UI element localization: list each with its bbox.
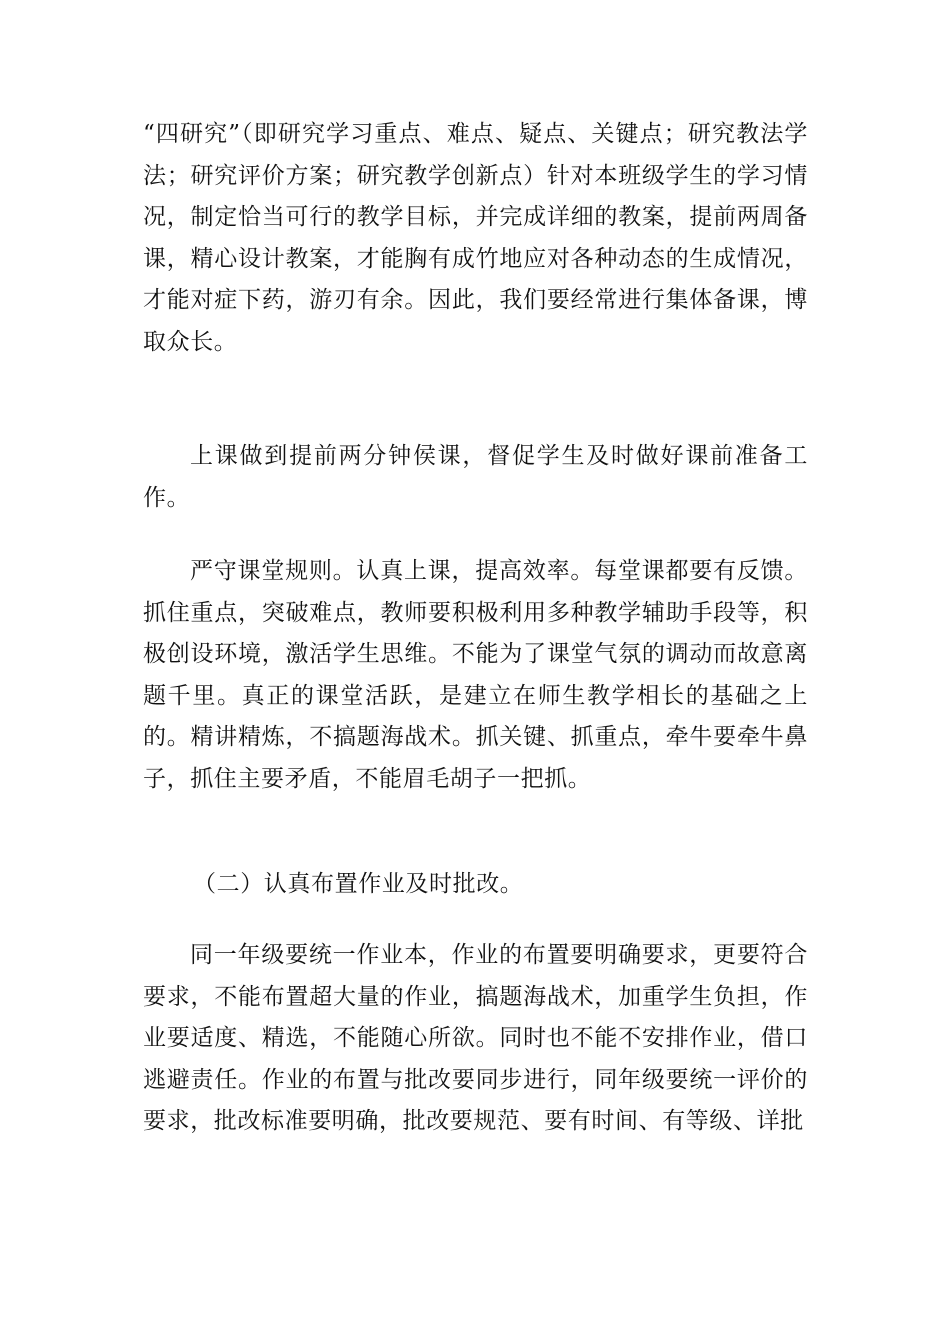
paragraph-class-prep: 上课做到提前两分钟侯课，督促学生及时做好课前准备工作。 (143, 443, 808, 511)
paragraph-four-research: “四研究”（即研究学习重点、难点、疑点、关键点；研究教法学法；研究评价方案；研究教学创新点）针对本班级学生的学习情况，制定恰当可行的教学目标，并完成详细的教案，提前两周备课，精心设计教案，才能胸有成竹地应对各种动态的生成情况，才能对症下药，游刃有余。因此，我们要经常进行集体备课，博取众长。 (143, 121, 808, 355)
paragraph-homework: 同一年级要统一作业本，作业的布置要明确要求，更要符合要求，不能布置超大量的作业，搞题海战术，加重学生负担，作业要适度、精选，不能随心所欲。同时也不能不安排作业，借口逃避责任。作业的布置与批改要同步进行，同年级要统一评价的要求，批改标准要明确，批改要规范、要有时间、有等级、详批 (143, 942, 808, 1134)
section-heading-homework: （二）认真布置作业及时批改。 (193, 871, 524, 897)
paragraph-classroom-rules: 严守课堂规则。认真上课，提高效率。每堂课都要有反馈。抓住重点，突破难点，教师要积极利用多种教学辅助手段等，积极创设环境，激活学生思维。不能为了课堂气氛的调动而故意离题千里。真正的课堂活跃，是建立在师生教学相长的基础之上的。精讲精炼，不搞题海战术。抓关键、抓重点，牵牛要牵牛鼻子，抓住主要矛盾，不能眉毛胡子一把抓。 (143, 558, 808, 792)
